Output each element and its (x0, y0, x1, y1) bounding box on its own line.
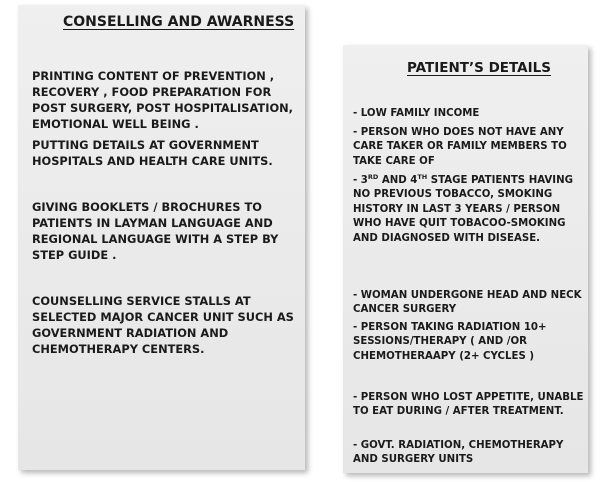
patient-criteria-item: - LOW FAMILY INCOME (353, 108, 480, 119)
patient-criteria-item: - WOMAN UNDERGONE HEAD AND NECK CANCER SURGERY (353, 290, 582, 316)
patient-criteria-item: - PERSON WHO LOST APPETITE, UNABLE TO EAT DURING / AFTER TREATMENT. (353, 392, 584, 418)
counselling-point-stalls: COUNSELLING SERVICE STALLS AT SELECTED MAJOR CANCER UNIT SUCH AS GOVERNMENT RADIATION AND CHEMOTHERAPY CENTERS. (32, 294, 294, 356)
patient-criteria-item: - 3RD AND 4TH STAGE PATIENTS HAVING NO PREVIOUS TOBACCO, SMOKING HISTORY IN LAST 3 YEARS / PERSON WHO HAVE QUIT TOBACOO-SMOKING AND DIAGNOSED WITH DISEASE. (353, 173, 573, 244)
counselling-point-booklets: GIVING BOOKLETS / BROCHURES TO PATIENTS IN LAYMAN LANGUAGE AND REGIONAL LANGUAGE WITH A STEP BY STEP GUIDE . (32, 200, 279, 262)
counselling-point-hospitals: PUTTING DETAILS AT GOVERNMENT HOSPITALS AND HEALTH CARE UNITS. (32, 138, 273, 168)
counselling-point-printing: PRINTING CONTENT OF PREVENTION , RECOVERY , FOOD PREPARATION FOR POST SURGERY, POST HOSPITALISATION, EMOTIONAL WELL BEING . (32, 69, 293, 131)
patient-criteria-item: - PERSON WHO DOES NOT HAVE ANY CARE TAKER OR FAMILY MEMBERS TO TAKE CARE OF (353, 127, 567, 167)
counselling-awareness-panel (18, 5, 305, 470)
patient-criteria-item: - GOVT. RADIATION, CHEMOTHERAPY AND SURGERY UNITS (353, 440, 564, 466)
counselling-title: CONSELLING AND AWARNESS (63, 14, 295, 30)
patient-details-title: PATIENT’S DETAILS (407, 60, 551, 76)
patient-criteria-item: - PERSON TAKING RADIATION 10+ SESSIONS/THERAPY ( AND /OR CHEMOTHERAAPY (2+ CYCLES ) (353, 322, 547, 362)
patient-details-panel (343, 45, 588, 473)
